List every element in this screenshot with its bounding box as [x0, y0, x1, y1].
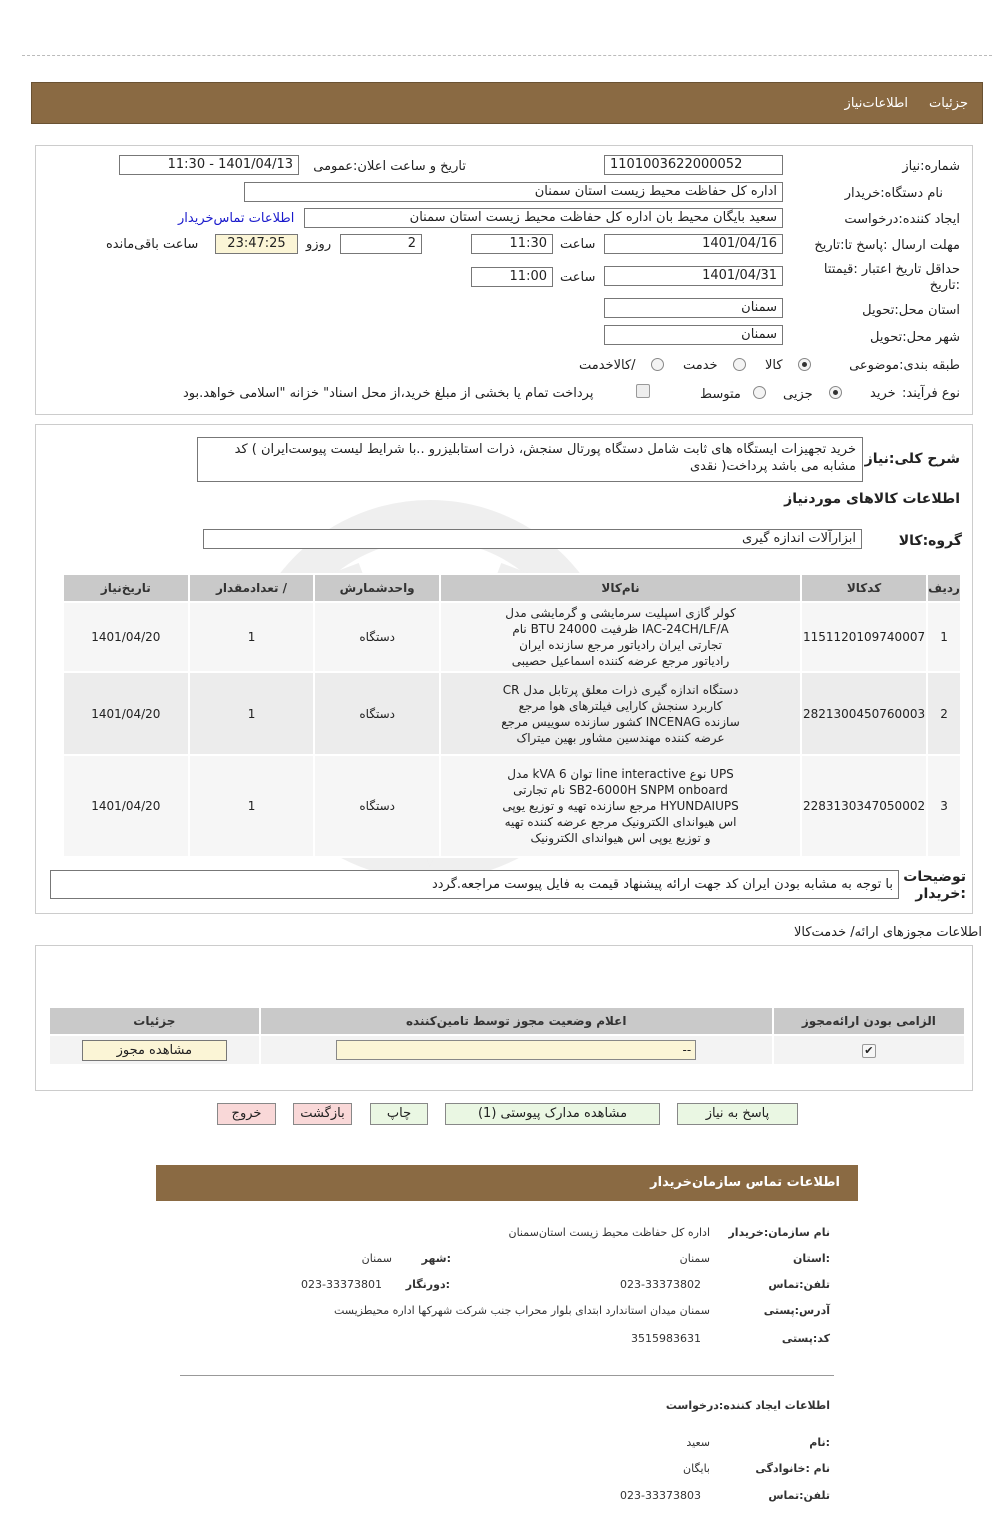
validity-time-field: 11:00 — [471, 267, 553, 287]
col-unit: واحدشمارش — [314, 574, 440, 602]
province-label: استان محل:تحویل — [862, 303, 960, 318]
remaining-label: ساعت باقی‌مانده — [106, 237, 199, 252]
need-number-field: 1101003622000052 — [604, 155, 783, 175]
contact-title: اطلاعات تماس سازمان‌خریدار — [650, 1175, 840, 1190]
item-date: 1401/04/20 — [63, 602, 189, 672]
category-both-label: /کالاخدمت — [579, 358, 636, 373]
item-date: 1401/04/20 — [63, 755, 189, 857]
process-partial-label: جزیی — [783, 387, 813, 402]
announce-field: 1401/04/13 - 11:30 — [119, 155, 299, 175]
validity-label-1: حداقل تاریخ اعتبار :قیمتتا — [823, 262, 960, 277]
items-table — [62, 573, 962, 858]
category-goods-label: کالا — [765, 358, 783, 373]
back-button[interactable]: بازگشت — [293, 1103, 352, 1125]
requester-field: سعید بایگان محیط بان اداره کل حفاظت محیط زیست استان سمنان — [304, 208, 783, 228]
contact-fax: 023-33373801 — [301, 1278, 382, 1291]
contact-province: سمنان — [679, 1252, 710, 1265]
col-permit-status: اعلام وضعیت مجوز توسط تامین‌کننده — [260, 1007, 773, 1035]
summary-text-box: خرید تجهیزات ایستگاه های ثابت شامل دستگاه پورتال سنجش، ذرات استابلیزرو ..با شرایط لیست پیوست‌ایران ) کد مشابه می باشد پرداخت( نقدی — [197, 437, 863, 482]
buyer-org-label: نام دستگاه:خریدار — [844, 186, 943, 201]
validity-label-2: :تاریخ — [929, 278, 960, 293]
process-label: نوع فرآیند: — [902, 386, 960, 401]
item-code: 2283130347050002 — [801, 755, 927, 857]
contact-phone: 023-33373802 — [620, 1278, 701, 1291]
category-goods-radio[interactable] — [798, 358, 811, 371]
contact-fax-label: :دورنگار — [405, 1278, 450, 1291]
contact-address-label: آدرس:پستی — [763, 1304, 830, 1317]
deadline-time-label: ساعت — [560, 237, 596, 252]
buyer-notes-field: با توجه به مشابه بودن ایران کد جهت ارائه پیشنهاد قیمت به فایل پیوست مراجعه.گردد — [50, 870, 899, 899]
creator-family-label: نام :خانوادگی — [755, 1462, 830, 1475]
days-label: روزو — [306, 237, 332, 252]
permit-status-field: -- — [336, 1040, 696, 1060]
contact-postal: 3515983631 — [631, 1332, 701, 1345]
contact-address: سمنان میدان استاندارد ابتدای بلوار محراب جنب شرکت شهرکها اداره محیطزیست — [334, 1304, 710, 1317]
summary-label: شرح کلی:نیاز — [864, 451, 960, 467]
process-buy-label: خرید — [870, 386, 896, 401]
col-permit-required: الزامی بودن ارائه‌مجوز — [773, 1007, 965, 1035]
item-unit: دستگاه — [314, 602, 440, 672]
top-divider — [22, 55, 992, 56]
item-qty: 1 — [189, 672, 315, 755]
item-code: 1151120109740007 — [801, 602, 927, 672]
category-label: طبقه بندی:موضوعی — [849, 358, 960, 373]
permits-table — [48, 1006, 966, 1066]
treasury-payment-note: پرداخت تمام یا بخشی از مبلغ خرید،از محل اسناد" خزانه "اسلامی خواهد.بود — [183, 386, 594, 401]
validity-time-label: ساعت — [560, 270, 596, 285]
buyer-org-field: اداره کل حفاظت محیط زیست استان سمنان — [244, 182, 783, 202]
col-row: ردیف — [927, 574, 961, 602]
col-qty: / تعدادمقدار — [189, 574, 315, 602]
process-medium-label: متوسط — [700, 387, 741, 402]
contact-city-label: :شهر — [421, 1252, 451, 1265]
goods-group-label: گروه:کالا — [898, 533, 962, 549]
contact-header-bar — [156, 1165, 858, 1201]
contact-postal-label: کد:پستی — [781, 1332, 830, 1345]
province-field: سمنان — [604, 298, 783, 318]
row-index: 2 — [927, 672, 961, 755]
category-service-label: خدمت — [683, 358, 718, 373]
item-qty: 1 — [189, 602, 315, 672]
process-medium-radio[interactable] — [753, 386, 766, 399]
item-qty: 1 — [189, 755, 315, 857]
creator-phone: 023-33373803 — [620, 1489, 701, 1502]
process-partial-radio[interactable] — [829, 386, 842, 399]
item-date: 1401/04/20 — [63, 672, 189, 755]
contact-city: سمنان — [361, 1252, 392, 1265]
city-field: سمنان — [604, 325, 783, 345]
goods-info-heading: اطلاعات کالاهای موردنیاز — [784, 491, 960, 507]
contact-province-label: :استان — [793, 1252, 830, 1265]
reply-to-need-button[interactable]: پاسخ به نیاز — [677, 1103, 798, 1125]
table-row — [63, 602, 961, 672]
col-name: نام‌کالا — [440, 574, 801, 602]
contact-org-label: نام سازمان:خریدار — [728, 1226, 830, 1239]
buyer-contact-link[interactable]: اطلاعات تماس‌خریدار — [178, 211, 295, 226]
table-row — [63, 672, 961, 755]
deadline-label: مهلت ارسال :پاسخ تا:تاریخ — [814, 238, 960, 253]
row-index: 3 — [927, 755, 961, 857]
item-name: UPS نوع line interactive توان 6 kVA مدل SB2-6000H SNPM onboard نام تجارتی HYUNDAIUPS مرجع سازنده تهیه و توزیع یوپی اس هیواندای الکترونیک مرجع عرضه کننده تهیه و توزیع یوپی اس هیواندای الکترونیک — [440, 755, 801, 857]
col-permit-details: جزئیات — [49, 1007, 260, 1035]
view-attachments-button[interactable]: مشاهده مدارک پیوستی (1) — [445, 1103, 660, 1125]
table-row — [49, 1035, 965, 1065]
permit-required-checkbox[interactable]: ✔ — [862, 1044, 876, 1058]
need-number-label: شماره:نیاز — [902, 159, 960, 174]
tab-need-info[interactable]: اطلاعات‌نیاز — [844, 96, 908, 111]
item-unit: دستگاه — [314, 672, 440, 755]
col-code: کدکالا — [801, 574, 927, 602]
requester-label: ایجاد کننده:درخواست — [844, 212, 960, 227]
item-name: کولر گازی اسپلیت سرمایشی و گرمایشی مدل IAC-24CH/LF/A ظرفیت 24000 BTU نام تجارتی ایران رادیاتور مرجع سازنده ایران رادیاتور مرجع عرضه کننده اسماعیل حصیبی — [440, 602, 801, 672]
creator-title: اطلاعات ایجاد کننده:درخواست — [665, 1399, 830, 1412]
creator-family: بایگان — [683, 1462, 710, 1475]
exit-button[interactable]: خروج — [217, 1103, 276, 1125]
contact-org: اداره کل حفاظت محیط زیست استان‌سمنان — [508, 1226, 710, 1239]
deadline-date-field: 1401/04/16 — [604, 234, 783, 254]
col-date: تاریخ‌نیاز — [63, 574, 189, 602]
header-bar — [31, 82, 983, 124]
tab-details[interactable]: جزئیات — [929, 96, 968, 111]
view-permit-button[interactable]: مشاهده مجوز — [82, 1040, 227, 1061]
permits-title: اطلاعات مجوزهای ارائه/ خدمت‌کالا — [793, 925, 982, 940]
days-field: 2 — [340, 234, 422, 254]
buyer-notes-label-1: توضیحات — [903, 869, 966, 885]
remaining-time-field: 23:47:25 — [215, 234, 298, 254]
item-code: 2821300450760003 — [801, 672, 927, 755]
goods-group-field: ابزارآلات اندازه گیری — [203, 529, 862, 549]
item-unit: دستگاه — [314, 755, 440, 857]
treasury-payment-checkbox[interactable] — [636, 384, 650, 398]
item-name: دستگاه اندازه گیری ذرات معلق پرتابل مدل CR کاربرد سنجش کارایی فیلترهای هوا مرجع سازنده INCENAG کشور سازنده سوییس مرجع عرضه کننده مهندسین مشاور بهین میتراک — [440, 672, 801, 755]
announce-label: تاریخ و ساعت اعلان:عمومی — [313, 159, 466, 174]
creator-phone-label: تلفن:تماس — [768, 1489, 830, 1502]
contact-phone-label: تلفن:تماس — [768, 1278, 830, 1291]
creator-name-label: :نام — [809, 1436, 830, 1449]
buyer-notes-label-2: :خریدار — [915, 886, 966, 902]
contact-divider — [180, 1375, 834, 1376]
category-both-radio[interactable] — [651, 358, 664, 371]
print-button[interactable]: چاپ — [370, 1103, 428, 1125]
category-service-radio[interactable] — [733, 358, 746, 371]
row-index: 1 — [927, 602, 961, 672]
table-row — [63, 755, 961, 857]
validity-date-field: 1401/04/31 — [604, 266, 783, 286]
city-label: شهر محل:تحویل — [870, 330, 960, 345]
creator-name: سعید — [686, 1436, 710, 1449]
deadline-time-field: 11:30 — [471, 234, 553, 254]
